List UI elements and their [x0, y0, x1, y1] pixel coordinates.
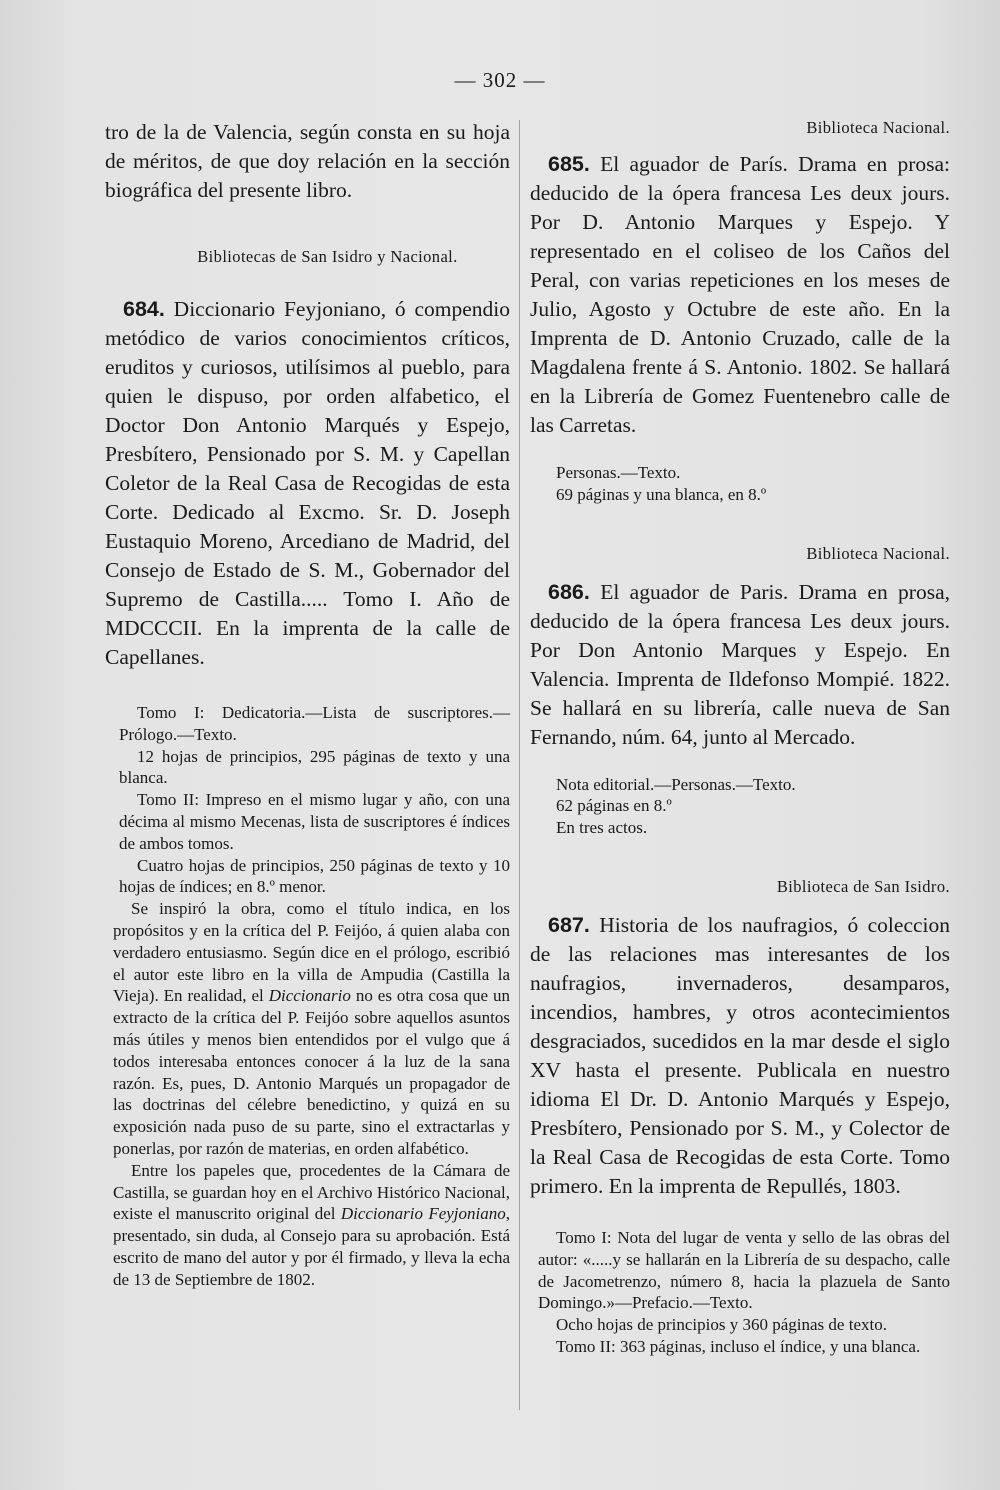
entry-title: Historia de los naufragios, ó coleccion de las relaciones mas interesantes de los naufragios, invernaderos, desamparos, incendios, hambres, y otros acontecimientos desgraciados, sucedidos en la mar desde el siglo XV hasta el presente. Publicala en nuestro idioma El Dr. D. Antonio Marqués y Espejo, Presbítero, Pensionado por S. M., y Colector de la Real Casa de Recogidas de esta Corte. Tomo primero. En la imprenta de Repullés, 1803. [530, 912, 950, 1198]
note: Ocho hojas de principios y 360 páginas de texto. [556, 1315, 887, 1335]
note: 12 hojas de principios, 295 páginas de texto y una blanca. [119, 746, 510, 788]
commentary-paragraph [113, 1160, 510, 1291]
commentary-text: Entre los papeles que, procedentes de la Cámara de Castilla, se guardan hoy en el Archivo Histórico Nacional, existe el manuscrito original del [113, 1160, 510, 1224]
entry-685 [530, 150, 950, 440]
note: Tomo II: Impreso en el mismo lugar y año, con una décima al mismo Mecenas, lista de suscriptores é índices de ambos tomos. [119, 790, 510, 853]
entry-685-notes [530, 462, 950, 506]
commentary-italic: Diccionario Feyjoniano [340, 1204, 506, 1224]
entry-687 [530, 911, 950, 1201]
commentary-paragraph [113, 898, 510, 1160]
note: 62 páginas en 8.º [556, 796, 672, 816]
library-note: Biblioteca Nacional. [806, 118, 950, 137]
note: En tres actos. [556, 818, 648, 838]
continuation-text: tro de la de Valencia, según consta en su hoja de méritos, de que doy relación en la sección biográfica del presente libro. [105, 120, 510, 202]
entry-title: Diccionario Feyjoniano, ó compendio metódico de varios conocimientos críticos, eruditos y curiosos, utilísimos al pueblo, para quien le dispuso, por orden alfabetico, el Doctor Don Antonio Marqués y Espejo, Presbítero, Pensionado por S. M. y Capellan Coletor de la Real Casa de Recogidas de esta Corte. Dedicado al Excmo. Sr. D. Joseph Eustaquio Moreno, Arcediano de Madrid, del Consejo de Estado de S. M., Gobernador del Supremo de Castilla..... Tomo I. Año de MDCCCII. En la imprenta de la calle de Capellanes. [105, 297, 510, 669]
library-note: Biblioteca Nacional. [806, 543, 950, 563]
entry-number: 686. [548, 579, 590, 604]
entry-687-notes [530, 1227, 950, 1358]
note: Cuatro hojas de principios, 250 páginas de texto y 10 hojas de índices; en 8.º menor. [119, 855, 510, 897]
entry-686 [530, 578, 950, 752]
entry-684-commentary [105, 898, 510, 1290]
note: Nota editorial.—Personas.—Texto. [556, 774, 796, 794]
note: Tomo I: Dedicatoria.—Lista de suscriptores.—Prólogo.—Texto. [119, 703, 510, 744]
entry-684 [105, 295, 510, 672]
entry-686-notes [530, 774, 950, 839]
entry-title: El aguador de París. Drama en prosa: deducido de la ópera francesa Les deux jours. Por D. Antonio Marques y Espejo. Y representado en el coliseo de los Caños del Peral, con varias repeticiones en los meses de Julio, Agosto y Octubre de este año. En la Imprenta de D. Antonio Cruzado, calle de la Magdalena frente á S. Antonio. 1802. Se hallará en la Librería de Gomez Fuentenebro calle de las Carretas. [530, 152, 951, 437]
page-number: — 302 — [454, 68, 546, 92]
entry-title: El aguador de Paris. Drama en prosa, deducido de la ópera francesa Les deux jours. Por Don Antonio Marques y Espejo. En Valencia. Imprenta de Ildefonso Mompié. 1822. Se hallará en su librería, calle nueva de San Fernando, núm. 64, junto al Mercado. [530, 579, 950, 749]
commentary-text: no es otra cosa que un extracto de la crítica del P. Feijóo sobre aquellos asuntos más útiles y menos bien entendidos por el vulgo que á todos interesaba entonces conocer á la luz de la sana razón. Es, pues, D. Antonio Marqués un propagador de las doctrinas del célebre benedictino, y quizá en su exposición nada puso de su parte, sino el extractarlas y ponerlas, por razón de materias, en orden alfabético. [113, 986, 511, 1158]
entry-number: 684. [123, 297, 165, 321]
commentary-text: , presentado, sin duda, al Consejo para su aprobación. Está escrito de mano del autor y por él firmado, y lleva la echa de 13 de Septiembre de 1802. [113, 1204, 510, 1289]
note: 69 páginas y una blanca, en 8.º [556, 484, 767, 504]
right-column [530, 118, 950, 1358]
column-divider [519, 120, 520, 1410]
library-note: Bibliotecas de San Isidro y Nacional. [197, 247, 458, 266]
entry-number: 687. [548, 912, 590, 937]
commentary-italic: Diccionario [268, 986, 351, 1006]
note: Tomo II: 363 páginas, incluso el índice, y una blanca. [556, 1336, 921, 1356]
entry-number: 685. [548, 152, 590, 176]
left-column [105, 118, 510, 1291]
library-note: Biblioteca de San Isidro. [776, 876, 950, 896]
note: Personas.—Texto. [556, 463, 681, 482]
commentary-text: Se inspiró la obra, como el título indica, en los propósitos y en la crítica del P. Feijóo, á quien alaba con verdadero entusiasmo. Según dice en el prólogo, escribió el autor este libro en la villa de Ampudia (Castilla la Vieja). En realidad, el [113, 899, 510, 1006]
note: Tomo I: Nota del lugar de venta y sello de las obras del autor: «.....y se hallarán en la Librería de su despacho, calle de Jacometrenzo, número 8, hacia la plazuela de Santo Domingo.»—Prefacio.—Texto. [538, 1227, 950, 1313]
entry-684-notes [105, 702, 510, 898]
